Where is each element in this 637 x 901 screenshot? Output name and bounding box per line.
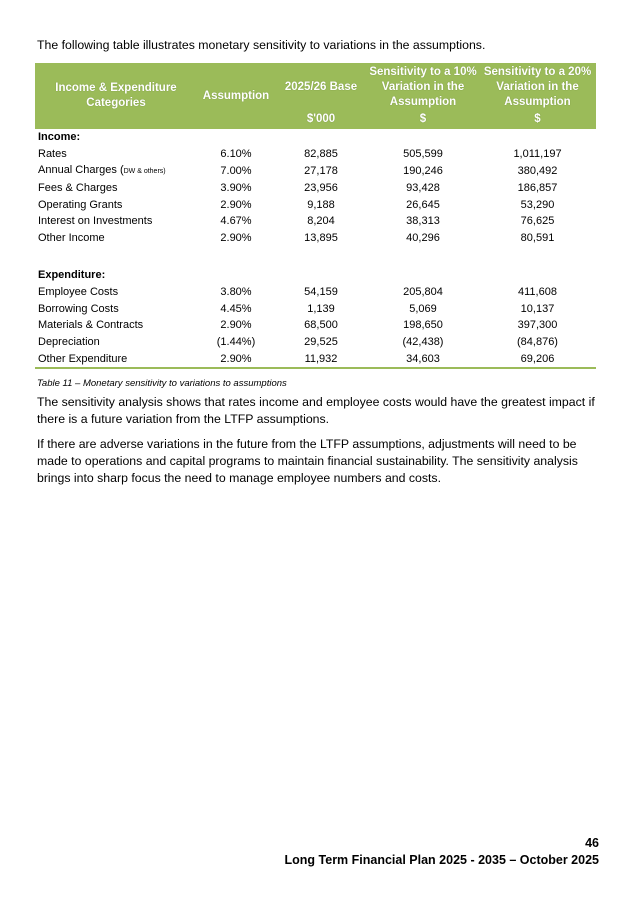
row-label [35,300,197,317]
cell-d: 186,857 [517,181,558,194]
table-row [35,179,596,196]
row-label [35,196,197,213]
cell-a: 6.10% [220,148,252,161]
header-10pct: Sensitivity to a 10% Variation in the Assumption [367,63,479,112]
row-label-text: Depreciation [38,336,100,349]
cell-c: 38,313 [406,215,440,228]
row-label [35,179,197,196]
cell-b: 29,525 [304,336,338,349]
cell-c: 198,650 [403,319,443,332]
row-label-text: Operating Grants [38,198,123,211]
section-label: Expenditure: [38,268,106,281]
intro-text: The following table illustrates monetary sensitivity to variations in the assumptions. [37,38,486,52]
row-label-text: Interest on Investments [38,215,153,228]
cell-b: 8,204 [307,215,335,228]
cell-a: 3.90% [220,181,252,194]
cell-b: 23,956 [304,181,338,194]
cell-c: 505,599 [403,148,443,161]
cell-c: 26,645 [406,198,440,211]
sensitivity-table [35,63,596,369]
cell-b: 13,895 [304,232,338,245]
cell-c: (42,438) [402,336,444,349]
table-row [35,300,596,317]
paragraph-1: The sensitivity analysis shows that rates income and employee costs would have the greatest impact if there is a future variation from the LTFP assumptions. [37,395,595,427]
cell-d: 1,011,197 [513,148,562,161]
row-label [35,163,197,180]
cell-d: 380,492 [517,164,558,177]
page-number: 46 [585,836,599,850]
table-row [35,163,596,180]
cell-c: 5,069 [409,302,437,315]
row-label [35,230,197,247]
row-label [35,213,197,230]
cell-d: 53,290 [520,198,555,211]
cell-a: 2.90% [220,319,252,332]
cell-b: 82,885 [304,148,338,161]
cell-a: 3.80% [220,285,252,298]
row-label-text: Other Expenditure [38,352,128,365]
cell-d: 76,625 [520,215,555,228]
cell-c: 190,246 [403,164,443,177]
cell-b: 68,500 [304,319,338,332]
header-categories: Income & Expenditure Categories [35,63,197,129]
table-row [35,230,596,247]
spacer-row [35,247,596,267]
cell-a: 2.90% [220,198,252,211]
row-label [35,317,197,334]
cell-a: (1.44%) [216,336,256,349]
unit-10pct: $ [367,112,479,129]
header-base: 2025/26 Base [275,63,367,112]
cell-d: 10,137 [520,302,555,315]
unit-base: $'000 [275,112,367,129]
row-label-text: Rates [38,148,67,161]
row-label-text: Annual Charges ( [38,163,124,176]
row-label-text: Other Income [38,232,105,245]
row-label [35,334,197,351]
row-label-text: Materials & Contracts [38,319,144,332]
table-caption: Table 11 – Monetary sensitivity to variations to assumptions [37,378,287,390]
cell-c: 34,603 [367,351,479,369]
paragraph-2: If there are adverse variations in the future from the LTFP assumptions, adjustments will need to be made to operations and capital programs to maintain financial sustainability. The sensitivity analysis brings into sharp focus the need to manage employee numbers and costs. [37,437,578,486]
cell-d: (84,876) [517,336,558,349]
spacer [35,247,596,267]
cell-c: 93,428 [406,181,440,194]
row-label [35,351,197,369]
cell-b: 9,188 [307,198,335,211]
cell-d: 397,300 [517,319,558,332]
cell-d: 411,608 [518,285,557,298]
header-assumption: Assumption [197,63,275,129]
cell-b: 54,159 [304,285,338,298]
section-row [35,129,596,146]
cell-a: 4.45% [220,302,252,315]
cell-b: 11,932 [275,351,367,369]
cell-c: 40,296 [406,232,440,245]
table-row [35,351,596,369]
cell-a: 2.90% [197,351,275,369]
unit-20pct: $ [479,112,596,129]
table-row [35,213,596,230]
row-label-note: DW & others) [123,167,166,175]
section-label: Income: [38,131,81,144]
row-label-text: Employee Costs [38,285,119,298]
cell-b: 27,178 [304,164,338,177]
row-label-text: Borrowing Costs [38,302,119,315]
cell-d: 80,591 [520,232,555,245]
row-label [35,283,197,300]
table-row [35,146,596,163]
cell-b: 1,139 [307,302,335,315]
document-body [35,38,597,487]
row-label [35,146,197,163]
cell-c: 205,804 [403,285,443,298]
cell-d: 69,206 [479,351,596,369]
footer-title: Long Term Financial Plan 2025 - 2035 – October 2025 [284,853,599,867]
header-20pct: Sensitivity to a 20% Variation in the Assumption [479,63,596,112]
table-row [35,334,596,351]
cell-a: 7.00% [220,164,252,177]
cell-a: 2.90% [220,232,252,245]
row-label-text: Fees & Charges [38,181,118,194]
table-row [35,317,596,334]
cell-a: 4.67% [220,215,252,228]
section-row [35,267,596,284]
table-row [35,283,596,300]
table-row [35,196,596,213]
